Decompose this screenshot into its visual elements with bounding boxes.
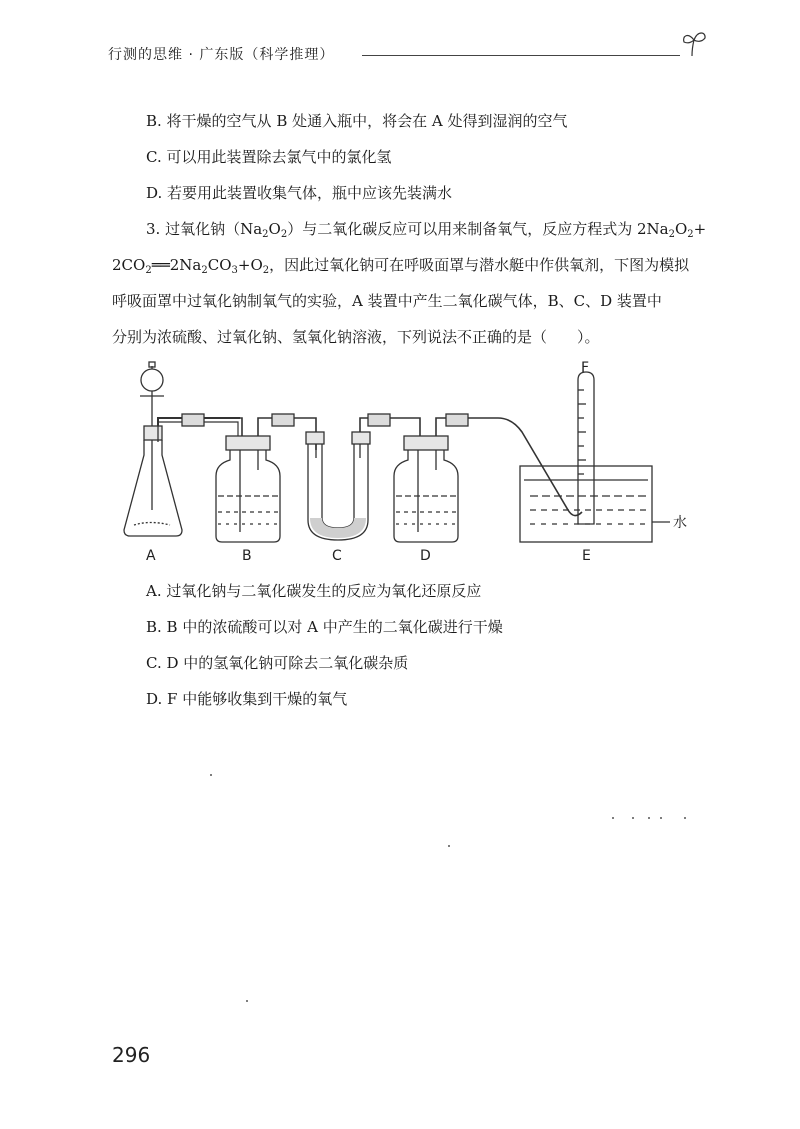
label-b: B — [242, 548, 252, 564]
page-number: 296 — [112, 1043, 151, 1067]
label-d: D — [420, 548, 431, 564]
running-header: 行测的思维 · 广东版（科学推理） — [108, 47, 335, 63]
prev-option-c: C. 可以用此装置除去氯气中的氯化氢 — [146, 148, 392, 166]
water-trough-e — [520, 466, 670, 542]
scan-speck — [648, 817, 650, 819]
bottle-d — [394, 436, 458, 542]
label-e: E — [582, 548, 591, 564]
scan-speck — [612, 817, 614, 819]
question3-line4: 分别为浓硫酸、过氧化钠、氢氧化钠溶液，下列说法不正确的是（ ）。 — [112, 328, 600, 346]
label-f: F — [581, 360, 590, 376]
prev-option-b: B. 将干燥的空气从 B 处通入瓶中，将会在 A 处得到湿润的空气 — [146, 112, 568, 130]
label-c: C — [332, 548, 342, 564]
scan-speck — [448, 845, 450, 847]
prev-option-d: D. 若要用此装置收集气体，瓶中应该先装满水 — [146, 184, 453, 202]
question3-line1: 3. 过氧化钠$(Na_2O_2)$与二氧化碳反应可以用来制备氧气，反应方程式为 $2Na_2O_2+$ — [146, 220, 707, 240]
label-water: 水 — [673, 515, 687, 531]
option-d: D. F 中能够收集到干燥的氧气 — [146, 690, 348, 708]
scan-speck — [210, 774, 212, 776]
question3-line2: $2CO_2══2Na_2CO_3+O_2$，因此过氧化钠可在呼吸面罩与潜水艇中作供氧剂，下图为模拟 — [112, 256, 690, 276]
apparatus-figure — [120, 360, 700, 570]
option-b: B. B 中的浓硫酸可以对 A 中产生的二氧化碳进行干燥 — [146, 618, 503, 636]
option-c: C. D 中的氢氧化钠可除去二氧化碳杂质 — [146, 654, 409, 672]
sprout-icon — [678, 28, 710, 58]
label-a: A — [146, 548, 156, 564]
gas-cylinder-f — [578, 372, 594, 524]
scan-speck — [632, 817, 634, 819]
option-a: A. 过氧化钠与二氧化碳发生的反应为氧化还原反应 — [146, 582, 482, 600]
scan-speck — [660, 817, 662, 819]
scan-speck — [684, 817, 686, 819]
u-tube-c — [306, 432, 370, 540]
scan-speck — [246, 1000, 248, 1002]
question3-line3: 呼吸面罩中过氧化钠制氧气的实验，A 装置中产生二氧化碳气体，B、C、D 装置中 — [112, 292, 662, 310]
bottle-b — [216, 436, 280, 542]
header-rule — [362, 55, 680, 56]
flask-a — [124, 362, 240, 536]
